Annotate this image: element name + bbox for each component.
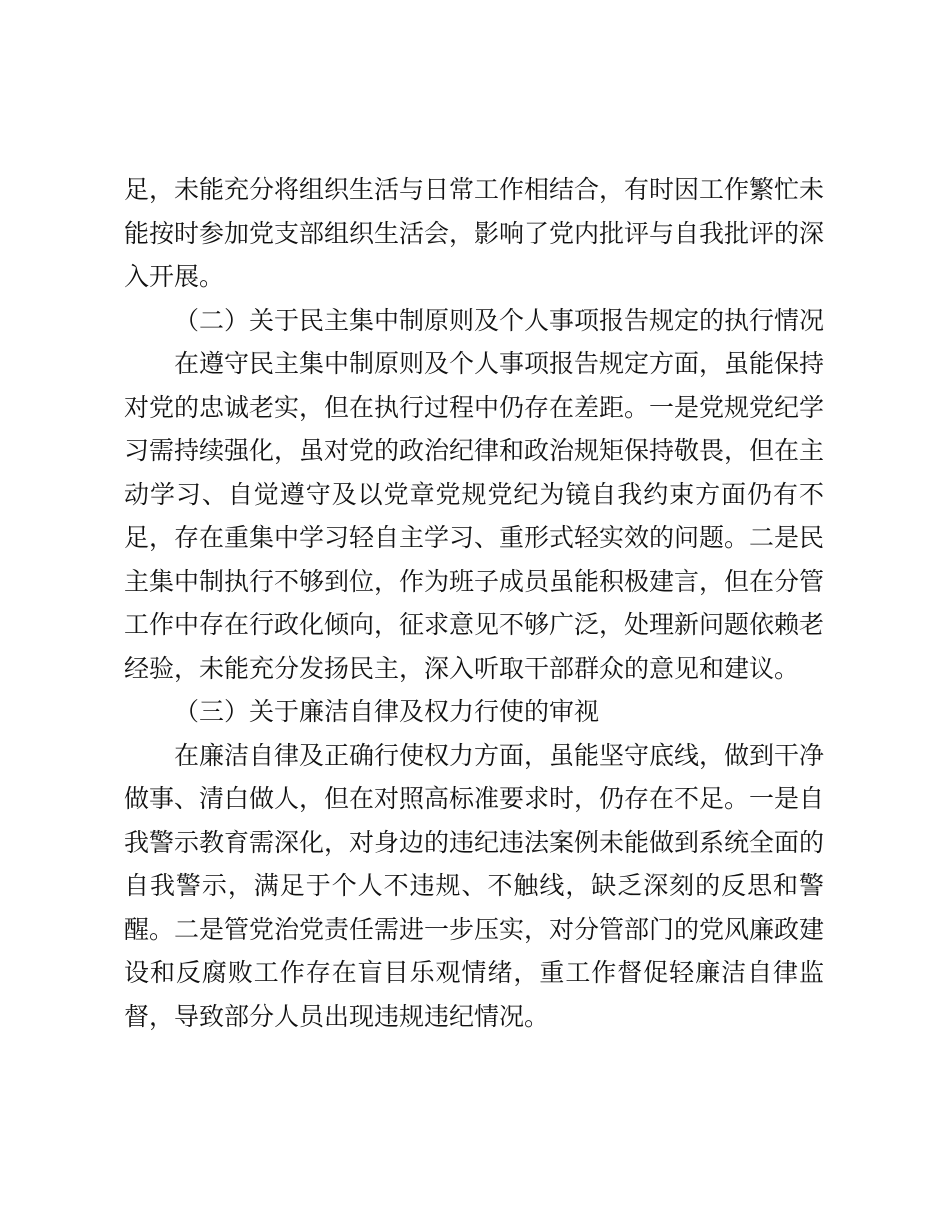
document-body [124, 168, 824, 1038]
section-heading-3: （三）关于廉洁自律及权力行使的审视 [174, 697, 600, 726]
paragraph-democratic-centralism: 在遵守民主集中制原则及个人事项报告规定方面，虽能保持对党的忠诚老实，但在执行过程中仍存在差距。一是党规党纪学习需持续强化，虽对党的政治纪律和政治规矩保持敬畏，但在主动学习、自觉遵守及以党章党规党纪为镜自我约束方面仍有不足，存在重集中学习轻自主学习、重形式轻实效的问题。二是民主集中制执行不够到位，作为班子成员虽能积极建言，但在分管工作中存在行政化倾向，征求意见不够广泛，处理新问题依赖老经验，未能充分发扬民主，深入听取干部群众的意见和建议。 [124, 349, 825, 683]
paragraph-continuation: 足，未能充分将组织生活与日常工作相结合，有时因工作繁忙未能按时参加党支部组织生活会，影响了党内批评与自我批评的深入开展。 [124, 175, 825, 291]
paragraph-integrity-self-discipline: 在廉洁自律及正确行使权力方面，虽能坚守底线，做到干净做事、清白做人，但在对照高标准要求时，仍存在不足。一是自我警示教育需深化，对身边的违纪违法案例未能做到系统全面的自我警示，满足于个人不违规、不触线，缺乏深刻的反思和警醒。二是管党治党责任需进一步压实，对分管部门的党风廉政建设和反腐败工作存在盲目乐观情绪，重工作督促轻廉洁自律监督，导致部分人员出现违规违纪情况。 [124, 740, 825, 1031]
section-heading-2: （二）关于民主集中制原则及个人事项报告规定的执行情况 [174, 305, 825, 335]
